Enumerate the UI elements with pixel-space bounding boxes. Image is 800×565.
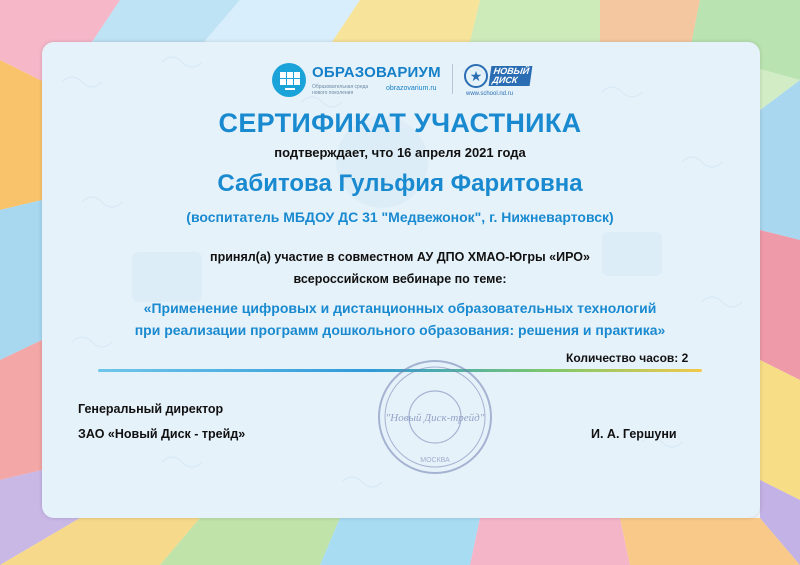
seal-city-text: МОСКВА [420, 457, 450, 464]
obrazovarium-tagline: Образовательная среда нового поколения [312, 84, 369, 96]
monitor-grid-icon [272, 63, 306, 97]
participation-line-1: принял(а) участие в совместном АУ ДПО ХМАО-Югры «ИРО» [210, 250, 590, 264]
obrazovarium-logo [270, 60, 440, 104]
company-seal-stamp [376, 358, 494, 476]
noviy-disk-url: www.school.nd.ru [466, 91, 514, 97]
signer-role: Генеральный директор [78, 402, 224, 416]
certificate-title: СЕРТИФИКАТ УЧАСТНИКА [218, 108, 582, 138]
confirmation-date: подтверждает, что 16 апреля 2021 года [274, 145, 526, 160]
participant-position: (воспитатель МБДОУ ДС 31 "Медвежонок", г. Нижневартовск) [186, 209, 614, 225]
hours-count: Количество часов: 2 [566, 351, 689, 365]
logo-divider [452, 64, 453, 94]
signer-name: И. А. Гершуни [591, 427, 677, 441]
star-badge-icon: ★ [464, 64, 488, 88]
participation-line-2: всероссийском вебинаре по теме: [293, 272, 507, 286]
noviy-disk-name [489, 66, 533, 86]
obrazovarium-url: obrazovarium.ru [386, 85, 437, 92]
webinar-topic-line-2: при реализации программ дошкольного образования: решения и практика» [134, 322, 666, 338]
noviy-disk-name-line2: ДИСК [491, 75, 519, 85]
webinar-topic-line-1: «Применение цифровых и дистанционных образовательных технологий [143, 300, 657, 316]
signer-company: ЗАО «Новый Диск - трейд» [78, 427, 246, 441]
seal-company-text: "Новый Диск-трейд" [385, 412, 485, 424]
obrazovarium-name: ОБРАЗОВАРИУМ [312, 64, 441, 81]
noviy-disk-logo [462, 62, 536, 102]
noviy-disk-name-line1: НОВЫЙ [493, 66, 530, 76]
participant-name: Сабитова Гульфия Фаритовна [217, 170, 583, 197]
